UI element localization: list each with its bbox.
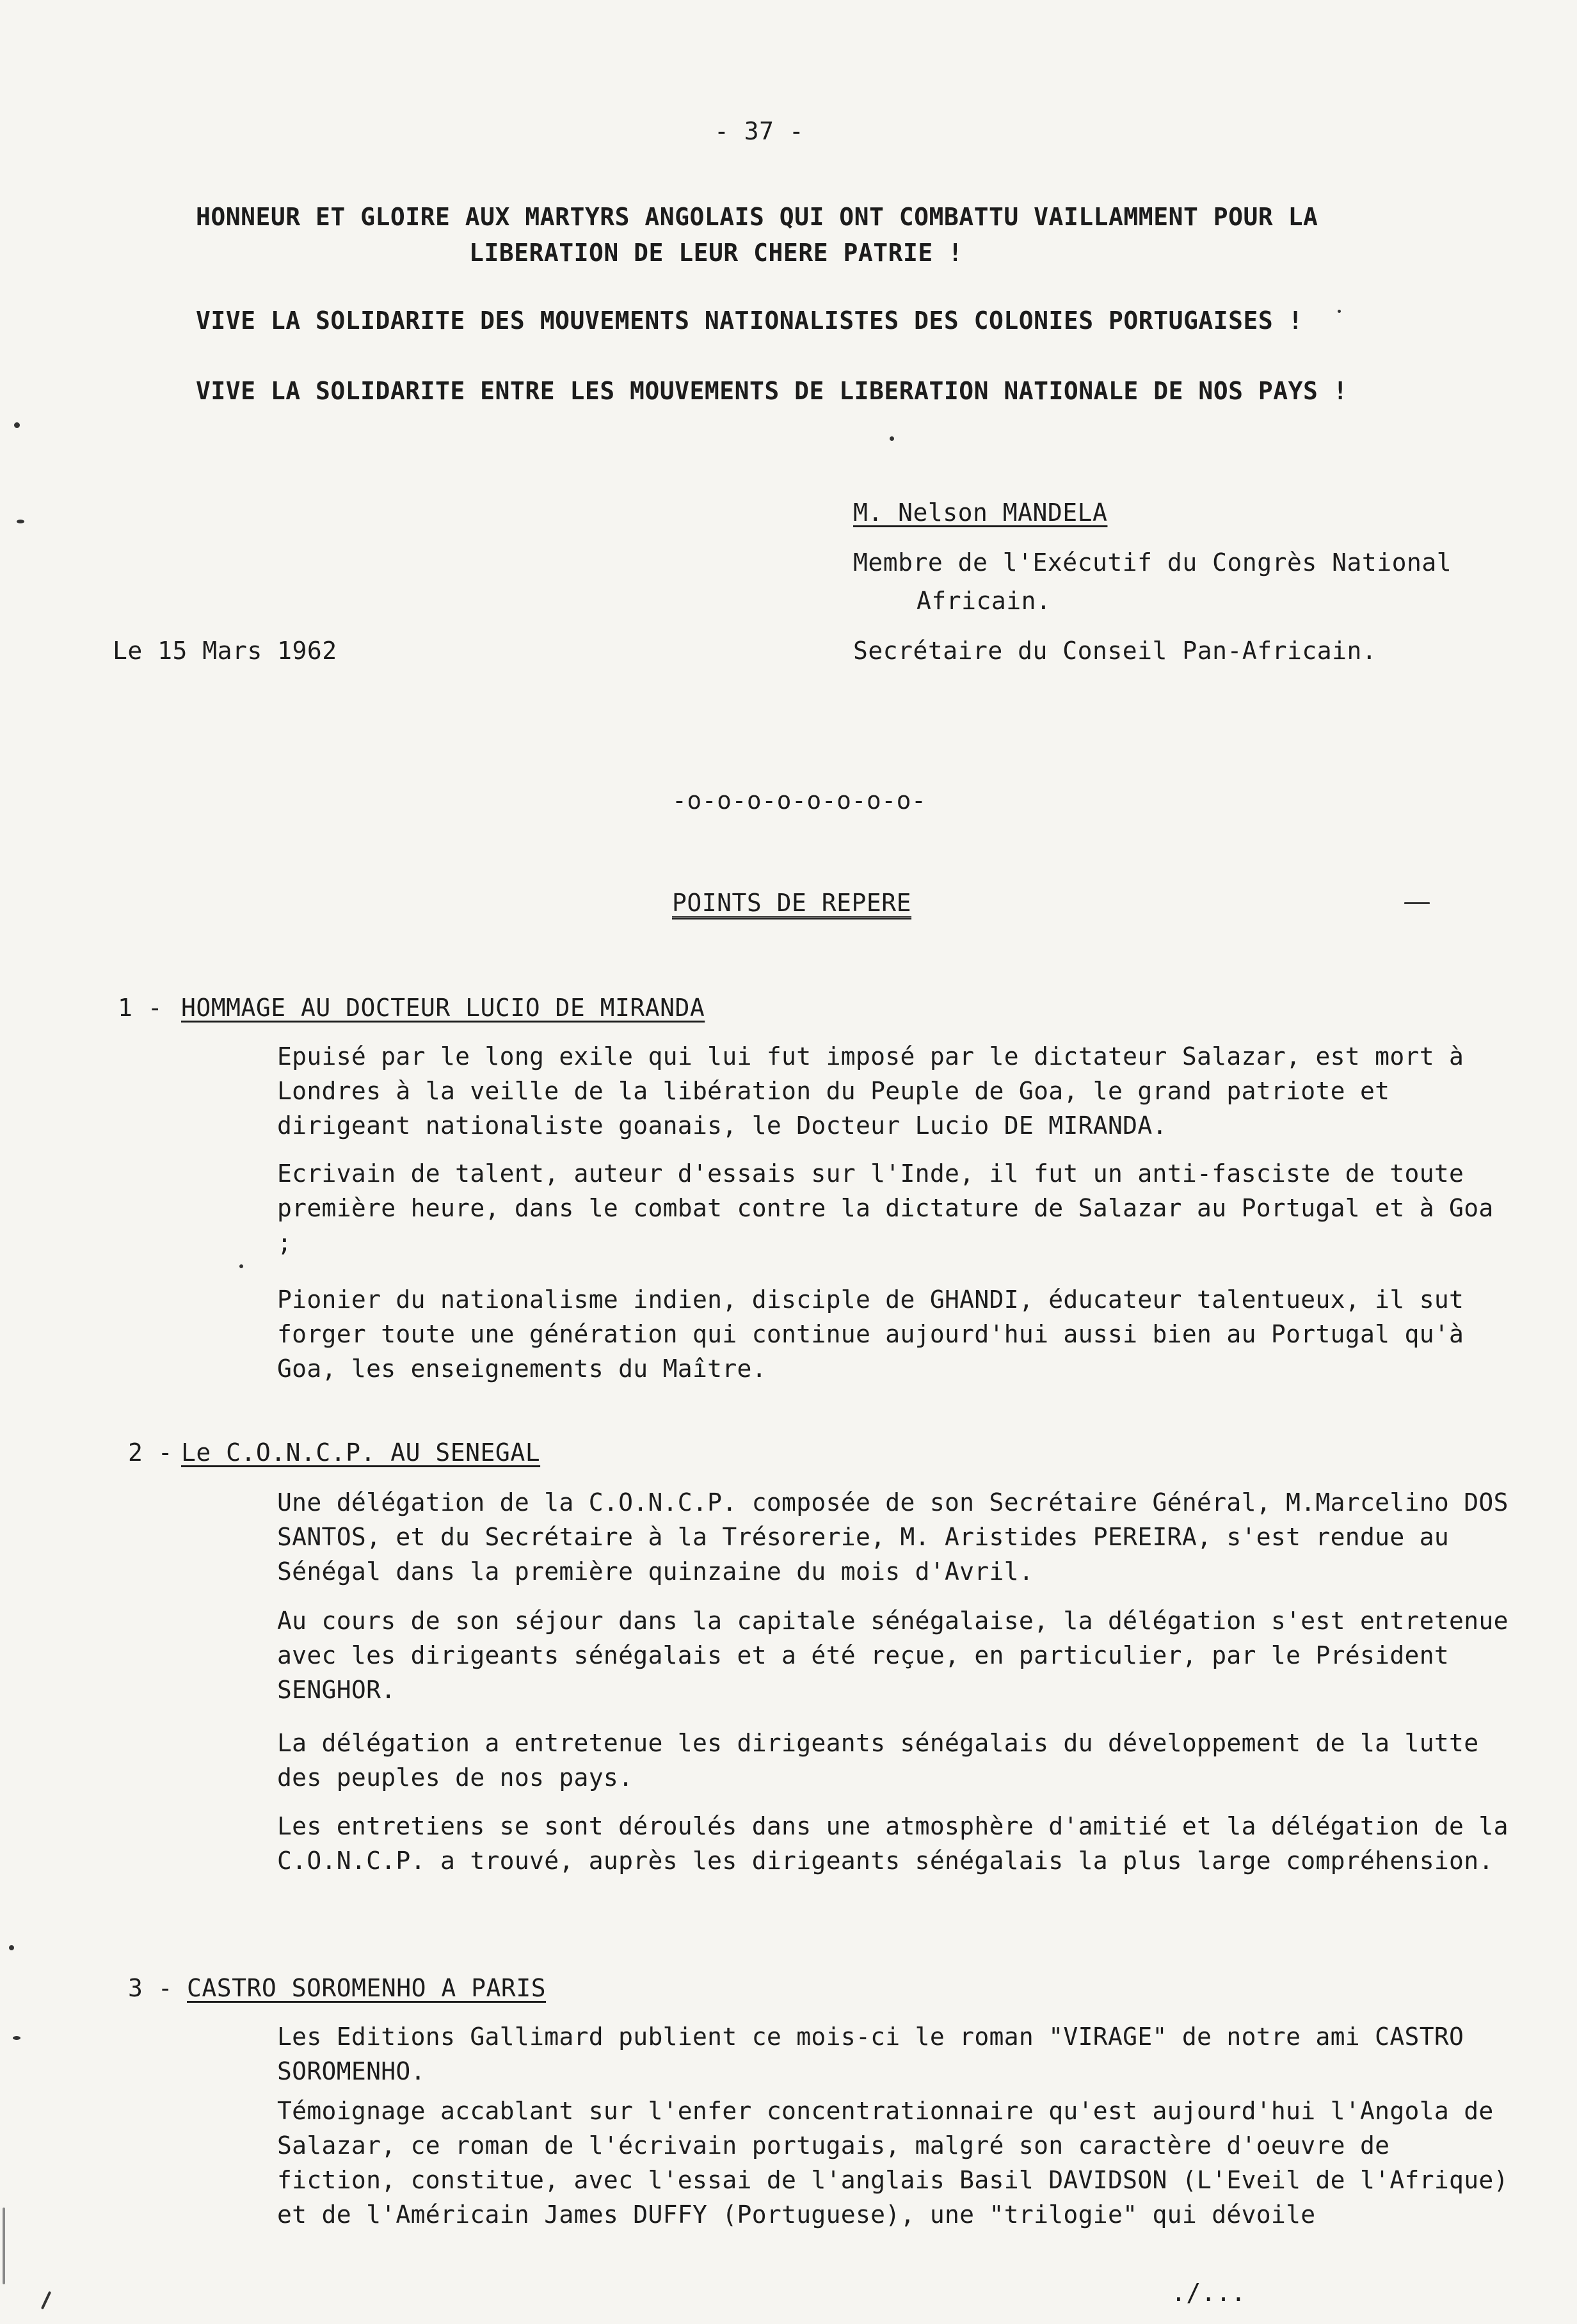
item-paragraph: Ecrivain de talent, auteur d'essais sur l'Inde, il fut un anti-fasciste de toute première heure, dans le combat contre la dictature de Salazar au Portugal et à Goa ; bbox=[277, 1159, 1494, 1257]
item-heading: CASTRO SOROMENHO A PARIS bbox=[187, 1974, 547, 2002]
document-date: Le 15 Mars 1962 bbox=[113, 637, 337, 665]
item-number: 3 - bbox=[128, 1974, 173, 2002]
slogan-line-2: LIBERATION DE LEUR CHERE PATRIE ! bbox=[469, 239, 963, 267]
item-paragraph: Les Editions Gallimard publient ce mois-ci le roman "VIRAGE" de notre ami CASTRO SOROMENHO. bbox=[277, 2023, 1464, 2085]
item-number: 1 - bbox=[118, 994, 163, 1022]
scan-speck bbox=[41, 2291, 51, 2310]
page-number: - 37 - bbox=[714, 117, 805, 145]
item-paragraph: Au cours de son séjour dans la capitale sénégalaise, la délégation s'est entretenue avec les dirigeants sénégalais et a été reçue, en particulier, par le Président SENGHOR. bbox=[277, 1607, 1509, 1704]
scan-speck bbox=[890, 436, 894, 441]
signatory-role-2: Secrétaire du Conseil Pan-Africain. bbox=[853, 637, 1377, 665]
item-heading: HOMMAGE AU DOCTEUR LUCIO DE MIRANDA bbox=[181, 994, 705, 1022]
slogan-line-3: VIVE LA SOLIDARITE DES MOUVEMENTS NATIONALISTES DES COLONIES PORTUGAISES ! bbox=[196, 306, 1303, 335]
item-paragraph: Les entretiens se sont déroulés dans une atmosphère d'amitié et la délégation de la C.O.N.C.P. a trouvé, auprès les dirigeants sénégalais la plus large compréhension. bbox=[277, 1812, 1509, 1875]
scan-speck bbox=[13, 2036, 20, 2040]
item-paragraph: Une délégation de la C.O.N.C.P. composée de son Secrétaire Général, M.Marcelino DOS SANTOS, et du Secrétaire à la Trésorerie, M. Aristides PEREIRA, s'est rendue au Sénégal dans la première quinzaine du mois d'Avril. bbox=[277, 1488, 1509, 1586]
scan-speck bbox=[17, 520, 24, 523]
scan-speck bbox=[9, 1945, 14, 1950]
item-heading: Le C.O.N.C.P. AU SENEGAL bbox=[181, 1438, 541, 1467]
item-paragraph: Témoignage accablant sur l'enfer concentrationnaire qu'est aujourd'hui l'Angola de Salazar, ce roman de l'écrivain portugais, malgré son caractère d'oeuvre de fiction, constitue, avec l'essai de l'anglais Basil DAVIDSON (L'Eveil de l'Afrique) et de l'Américain James DUFFY (Portuguese), une "trilogie" qui dévoile bbox=[277, 2097, 1509, 2229]
signatory-role-1: Membre de l'Exécutif du Congrès National bbox=[853, 548, 1452, 577]
scan-speck bbox=[3, 2208, 5, 2284]
item-number: 2 - bbox=[128, 1438, 173, 1467]
scan-speck bbox=[1338, 310, 1341, 313]
item-paragraph: La délégation a entretenue les dirigeants sénégalais du développement de la lutte des peuples de nos pays. bbox=[277, 1729, 1479, 1792]
item-paragraph: Pionier du nationalisme indien, disciple de GHANDI, éducateur talentueux, il sut forger toute une génération qui continue aujourd'hui aussi bien au Portugal qu'à Goa, les enseignements du Maître. bbox=[277, 1285, 1464, 1383]
scan-speck bbox=[1404, 902, 1430, 904]
section-title: POINTS DE REPERE bbox=[672, 889, 912, 917]
scan-speck bbox=[14, 422, 20, 428]
item-paragraph: Epuisé par le long exile qui lui fut imposé par le dictateur Salazar, est mort à Londres à la veille de la libération du Peuple de Goa, le grand patriote et dirigeant nationaliste goanais, le Docteur Lucio DE MIRANDA. bbox=[277, 1042, 1464, 1140]
section-separator: -o-o-o-o-o-o-o-o- bbox=[672, 786, 927, 815]
signatory-role-1-cont: Africain. bbox=[917, 587, 1052, 615]
signatory-name: M. Nelson MANDELA bbox=[853, 498, 1108, 527]
slogan-line-4: VIVE LA SOLIDARITE ENTRE LES MOUVEMENTS DE LIBERATION NATIONALE DE NOS PAYS ! bbox=[196, 377, 1349, 405]
continuation-mark: ./... bbox=[1171, 2279, 1246, 2307]
scan-speck bbox=[239, 1264, 243, 1268]
slogan-line-1: HONNEUR ET GLOIRE AUX MARTYRS ANGOLAIS QUI ONT COMBATTU VAILLAMMENT POUR LA bbox=[196, 203, 1318, 231]
